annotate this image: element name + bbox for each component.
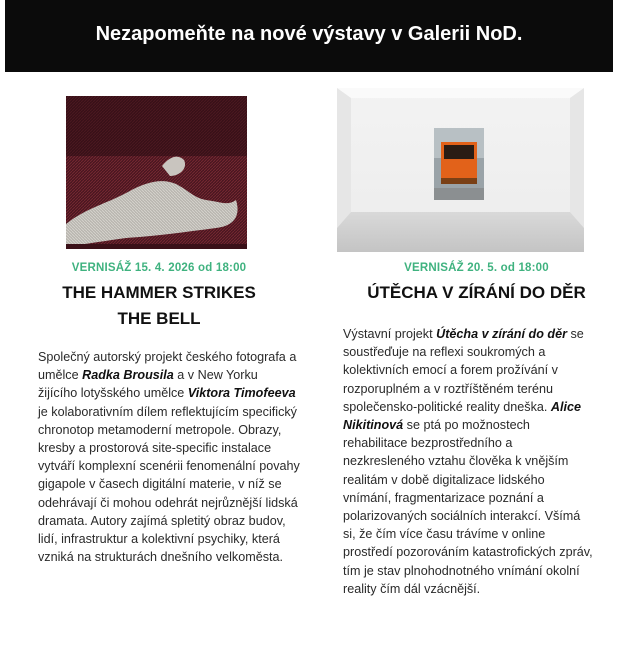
title-line-2: THE BELL (117, 309, 201, 328)
exhibition-title-left[interactable] (0, 280, 318, 332)
header-title: Nezapomeňte na nové výstavy v Galerii NoD. (95, 23, 523, 45)
exhibition-image-hammer[interactable] (66, 96, 247, 249)
title-line-1: THE HAMMER STRIKES (62, 283, 256, 302)
artist-name: Alice Nikitinová (343, 399, 582, 433)
desc-text: se soustřeďuje na reflexi soukromých a kolektivních emocí a forem prožívání v rozporuplném a v roztříštěném terénu společensko-politické reality dneška. (343, 327, 584, 414)
exhibition-name: Útěcha v zírání do děr (436, 327, 567, 341)
exhibition-description-right (343, 325, 593, 598)
exhibition-title-right[interactable]: ÚTĚCHA V ZÍRÁNÍ DO DĚR (367, 283, 586, 302)
artist-name: Viktora Timofeeva (187, 386, 296, 401)
gallery-room-image (337, 88, 584, 252)
vernisaz-date-right: VERNISÁŽ 20. 5. od 18:00 (404, 262, 549, 274)
exhibition-description-left (38, 348, 300, 566)
newsletter-header (5, 0, 613, 72)
vernisaz-date-left: VERNISÁŽ 15. 4. 2026 od 18:00 (71, 262, 247, 274)
artist-name: Radka Brousila (82, 368, 174, 383)
desc-text: Výstavní projekt (343, 327, 437, 341)
painting-image (66, 96, 247, 249)
desc-text: a v New Yorku žijícího lotyšského umělce (38, 368, 258, 401)
desc-text: se ptá po možnostech rehabilitace bezprostředního a nezkresleného vztahu člověka k vnějším realitám v době digitalizace lidského vnímání, fragmentarizace poznání a polarizovaných sociálních interakcí. Všímá si, že čím více času trávíme v online prostředí pozorováním katastrofických zpráv, tím je stav plnohodnotného vnímání okolní reality čím dál vzácnější. (343, 418, 593, 596)
desc-text: Společný autorský projekt českého fotografa a umělce (38, 350, 297, 383)
desc-text: je kolaborativním dílem reflektujícím specifický chronotop metamoderní metropole. Obrazy, kresby a prostorová site-specific instalace vytváří komplexní scenérii fenomenální povahy gigapole v časech digitální materie, v níž se odehrávají či mohou odehrát nejrůznější lidská dramata. Autory zajímá spletitý obraz budov, lidí, infrastruktur a kolektivní psychiky, která vzniká na strukturách dnešního velkoměsta. (38, 404, 300, 565)
exhibition-image-utecha[interactable] (337, 88, 584, 252)
